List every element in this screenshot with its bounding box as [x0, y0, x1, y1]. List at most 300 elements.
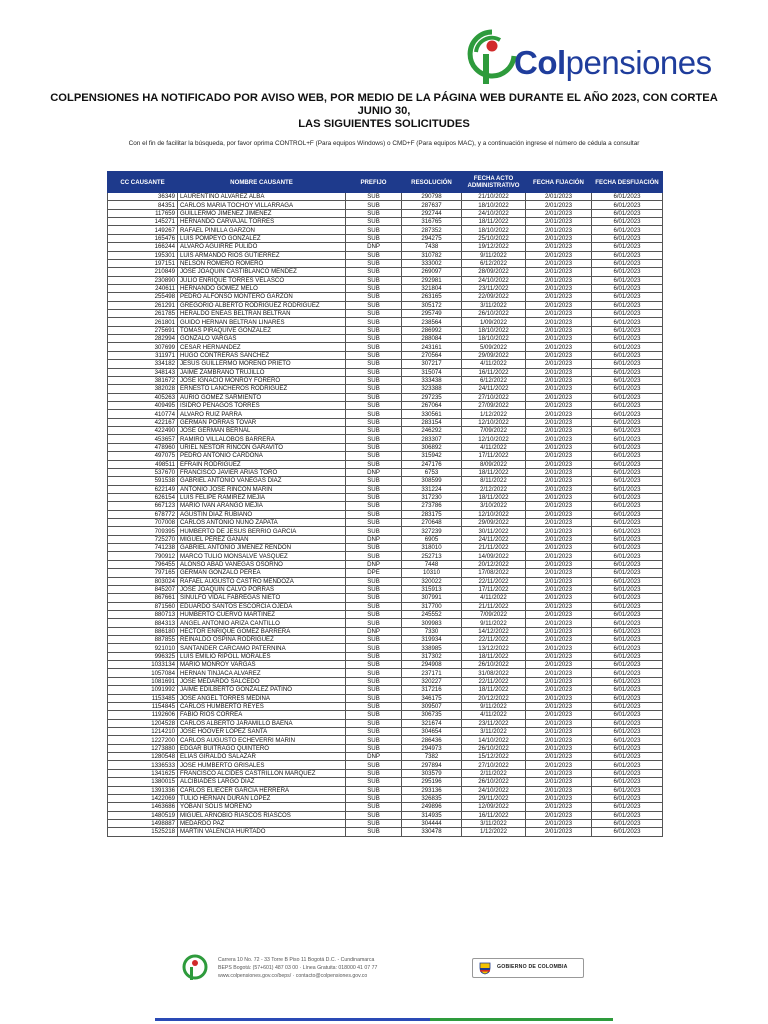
cell-fecha-desfijacion: 6/01/2023 — [592, 510, 663, 518]
cell-nombre-causante: JOSE HOOVER LOPEZ SANTA — [178, 728, 346, 736]
cell-fecha-fijacion: 2/01/2023 — [526, 769, 592, 777]
cell-prefijo: SUB — [346, 819, 402, 827]
table-row — [108, 452, 663, 460]
cell-resolucion: 283175 — [402, 510, 462, 518]
cell-fecha-acto: 23/11/2022 — [462, 284, 526, 292]
cell-fecha-desfijacion: 6/01/2023 — [592, 460, 663, 468]
cell-nombre-causante: CARLOS ALBERTO JARAMILLO BAENA — [178, 719, 346, 727]
cell-cc-causante: 453657 — [108, 435, 178, 443]
table-body — [108, 193, 663, 837]
table-row — [108, 602, 663, 610]
table-row — [108, 828, 663, 836]
cell-nombre-causante: AURIO GOMEZ SARMIENTO — [178, 393, 346, 401]
cell-nombre-causante: MIGUEL PEREZ GAÑAN — [178, 535, 346, 543]
notifications-table — [107, 171, 663, 837]
cell-fecha-desfijacion: 6/01/2023 — [592, 376, 663, 384]
cell-resolucion: 317230 — [402, 493, 462, 501]
cell-prefijo: DNP — [346, 468, 402, 476]
cell-cc-causante: 381672 — [108, 376, 178, 384]
footer-bar-blue — [155, 1018, 430, 1021]
cell-prefijo: SUB — [346, 376, 402, 384]
table-row — [108, 794, 663, 802]
cell-fecha-fijacion: 2/01/2023 — [526, 218, 592, 226]
cell-cc-causante: 867661 — [108, 594, 178, 602]
table-row — [108, 519, 663, 527]
table-row — [108, 560, 663, 568]
cell-fecha-acto: 9/11/2022 — [462, 619, 526, 627]
cell-prefijo: SUB — [346, 619, 402, 627]
cell-prefijo: DNP — [346, 560, 402, 568]
cell-cc-causante: 261801 — [108, 318, 178, 326]
cell-resolucion: 295196 — [402, 778, 462, 786]
table-row — [108, 694, 663, 702]
cell-nombre-causante: CARLOS HUMBERTO REYES — [178, 702, 346, 710]
cell-cc-causante: 36349 — [108, 193, 178, 201]
cell-cc-causante: 1336533 — [108, 761, 178, 769]
cell-fecha-desfijacion: 6/01/2023 — [592, 610, 663, 618]
colombia-coat-of-arms-icon — [478, 961, 492, 975]
cell-fecha-desfijacion: 6/01/2023 — [592, 385, 663, 393]
cell-fecha-acto: 13/12/2022 — [462, 644, 526, 652]
cell-resolucion: 333002 — [402, 259, 462, 267]
cell-fecha-desfijacion: 6/01/2023 — [592, 527, 663, 535]
cell-nombre-causante: ALCIBIADES LARGO DIAZ — [178, 778, 346, 786]
table-row — [108, 234, 663, 242]
cell-nombre-causante: MARTIN VALENCIA HURTADO — [178, 828, 346, 836]
cell-fecha-acto: 17/11/2022 — [462, 452, 526, 460]
cell-cc-causante: 1204528 — [108, 719, 178, 727]
cell-nombre-causante: GERMAN PORRAS TOVAR — [178, 418, 346, 426]
cell-fecha-fijacion: 2/01/2023 — [526, 519, 592, 527]
cell-fecha-acto: 4/11/2022 — [462, 594, 526, 602]
cell-prefijo: SUB — [346, 284, 402, 292]
cell-prefijo: SUB — [346, 401, 402, 409]
cell-fecha-fijacion: 2/01/2023 — [526, 209, 592, 217]
page-title — [40, 92, 728, 131]
cell-prefijo: SUB — [346, 769, 402, 777]
cell-fecha-fijacion: 2/01/2023 — [526, 794, 592, 802]
cell-resolucion: 293136 — [402, 786, 462, 794]
cell-fecha-acto: 12/10/2022 — [462, 418, 526, 426]
cell-fecha-fijacion: 2/01/2023 — [526, 527, 592, 535]
cell-resolucion: 321804 — [402, 284, 462, 292]
cell-fecha-fijacion: 2/01/2023 — [526, 585, 592, 593]
cell-cc-causante: 145271 — [108, 218, 178, 226]
cell-fecha-desfijacion: 6/01/2023 — [592, 251, 663, 259]
cell-fecha-desfijacion: 6/01/2023 — [592, 218, 663, 226]
cell-nombre-causante: MARCO TULIO MONSALVE VASQUEZ — [178, 552, 346, 560]
cell-fecha-acto: 14/10/2022 — [462, 736, 526, 744]
cell-prefijo: SUB — [346, 485, 402, 493]
cell-fecha-acto: 23/11/2022 — [462, 719, 526, 727]
cell-resolucion: 246292 — [402, 427, 462, 435]
cell-fecha-desfijacion: 6/01/2023 — [592, 661, 663, 669]
cell-nombre-causante: JAIME ZAMBRANO TRUJILLO — [178, 368, 346, 376]
cell-nombre-causante: GUIDO HERNAN BELTRAN LINARES — [178, 318, 346, 326]
cell-cc-causante: 707008 — [108, 519, 178, 527]
title-line-2: LAS SIGUIENTES SOLICITUDES — [298, 118, 470, 130]
cell-resolucion: 304444 — [402, 819, 462, 827]
header-nombre-causante: NOMBRE CAUSANTE — [178, 172, 346, 193]
cell-resolucion: 308599 — [402, 477, 462, 485]
table-row — [108, 761, 663, 769]
cell-nombre-causante: URIEL NESTOR RINCON GARAVITO — [178, 443, 346, 451]
cell-fecha-fijacion: 2/01/2023 — [526, 268, 592, 276]
cell-fecha-acto: 15/12/2022 — [462, 753, 526, 761]
cell-fecha-acto: 1/09/2022 — [462, 318, 526, 326]
cell-resolucion: 317700 — [402, 602, 462, 610]
cell-nombre-causante: ALVARO RUIZ PARRA — [178, 410, 346, 418]
cell-fecha-acto: 27/09/2022 — [462, 401, 526, 409]
cell-fecha-desfijacion: 6/01/2023 — [592, 636, 663, 644]
cell-cc-causante: 1480519 — [108, 811, 178, 819]
cell-fecha-desfijacion: 6/01/2023 — [592, 410, 663, 418]
cell-fecha-acto: 24/10/2022 — [462, 209, 526, 217]
table-row — [108, 728, 663, 736]
cell-cc-causante: 210849 — [108, 268, 178, 276]
cell-prefijo: SUB — [346, 510, 402, 518]
cell-fecha-acto: 19/12/2022 — [462, 243, 526, 251]
cell-resolucion: 283307 — [402, 435, 462, 443]
cell-fecha-fijacion: 2/01/2023 — [526, 418, 592, 426]
cell-cc-causante: 1081691 — [108, 677, 178, 685]
cell-prefijo: SUB — [346, 460, 402, 468]
cell-fecha-desfijacion: 6/01/2023 — [592, 259, 663, 267]
cell-cc-causante: 1033134 — [108, 661, 178, 669]
cell-prefijo: SUB — [346, 652, 402, 660]
cell-cc-causante: 1214210 — [108, 728, 178, 736]
cell-resolucion: 10310 — [402, 569, 462, 577]
table-row — [108, 778, 663, 786]
cell-prefijo: SUB — [346, 811, 402, 819]
cell-resolucion: 315942 — [402, 452, 462, 460]
cell-fecha-desfijacion: 6/01/2023 — [592, 677, 663, 685]
cell-fecha-acto: 6/12/2022 — [462, 259, 526, 267]
cell-resolucion: 297894 — [402, 761, 462, 769]
cell-resolucion: 297235 — [402, 393, 462, 401]
table-row — [108, 811, 663, 819]
cell-resolucion: 6905 — [402, 535, 462, 543]
cell-fecha-desfijacion: 6/01/2023 — [592, 803, 663, 811]
cell-prefijo: SUB — [346, 435, 402, 443]
cell-cc-causante: 667123 — [108, 502, 178, 510]
cell-resolucion: 306892 — [402, 443, 462, 451]
cell-cc-causante: 261785 — [108, 310, 178, 318]
cell-fecha-acto: 27/10/2022 — [462, 393, 526, 401]
cell-fecha-desfijacion: 6/01/2023 — [592, 477, 663, 485]
cell-nombre-causante: JOSE HUMBERTO GRISALES — [178, 761, 346, 769]
cell-prefijo: SUB — [346, 794, 402, 802]
cell-fecha-fijacion: 2/01/2023 — [526, 477, 592, 485]
cell-fecha-fijacion: 2/01/2023 — [526, 351, 592, 359]
cell-prefijo: SUB — [346, 552, 402, 560]
cell-prefijo: DPE — [346, 569, 402, 577]
cell-fecha-acto: 14/09/2022 — [462, 552, 526, 560]
cell-prefijo: SUB — [346, 728, 402, 736]
cell-fecha-fijacion: 2/01/2023 — [526, 610, 592, 618]
cell-resolucion: 321674 — [402, 719, 462, 727]
search-instructions: Con el fin de facilitar la búsqueda, por favor oprima CONTROL+F (Para equipos Windows) o CMD+F (Para equipos MAC), y a continuación ingrese el número de cédula a consultar — [128, 140, 640, 147]
cell-resolucion: 237171 — [402, 669, 462, 677]
cell-cc-causante: 422167 — [108, 418, 178, 426]
cell-cc-causante: 307699 — [108, 343, 178, 351]
cell-cc-causante: 1091992 — [108, 686, 178, 694]
table-row — [108, 284, 663, 292]
cell-fecha-desfijacion: 6/01/2023 — [592, 443, 663, 451]
cell-fecha-desfijacion: 6/01/2023 — [592, 368, 663, 376]
cell-cc-causante: 478960 — [108, 443, 178, 451]
cell-resolucion: 292981 — [402, 276, 462, 284]
cell-fecha-fijacion: 2/01/2023 — [526, 594, 592, 602]
cell-resolucion: 288084 — [402, 335, 462, 343]
cell-nombre-causante: GONZALO VARGAS — [178, 335, 346, 343]
cell-fecha-acto: 16/11/2022 — [462, 811, 526, 819]
cell-prefijo: SUB — [346, 251, 402, 259]
cell-nombre-causante: TULIO HERNAN DURAN LOPEZ — [178, 794, 346, 802]
cell-cc-causante: 790912 — [108, 552, 178, 560]
cell-cc-causante: 996325 — [108, 652, 178, 660]
cell-cc-causante: 797165 — [108, 569, 178, 577]
cell-fecha-desfijacion: 6/01/2023 — [592, 301, 663, 309]
cell-prefijo: SUB — [346, 644, 402, 652]
cell-fecha-acto: 30/11/2022 — [462, 527, 526, 535]
cell-nombre-causante: JOSE MEDARDO SALCEDO — [178, 677, 346, 685]
cell-fecha-acto: 29/11/2022 — [462, 794, 526, 802]
table-row — [108, 376, 663, 384]
cell-resolucion: 245552 — [402, 610, 462, 618]
table-row — [108, 769, 663, 777]
cell-cc-causante: 195301 — [108, 251, 178, 259]
cell-fecha-desfijacion: 6/01/2023 — [592, 627, 663, 635]
cell-fecha-desfijacion: 6/01/2023 — [592, 234, 663, 242]
cell-prefijo: SUB — [346, 310, 402, 318]
cell-fecha-desfijacion: 6/01/2023 — [592, 828, 663, 836]
cell-fecha-fijacion: 2/01/2023 — [526, 435, 592, 443]
cell-nombre-causante: JOSE JOAQUIN CALVO PORRAS — [178, 585, 346, 593]
footer-address: Carrera 10 No. 72 - 33 Torre B Piso 11 Bogotá D.C. - Cundinamarca — [218, 957, 375, 963]
table-row — [108, 326, 663, 334]
cell-fecha-fijacion: 2/01/2023 — [526, 193, 592, 201]
cell-fecha-desfijacion: 6/01/2023 — [592, 418, 663, 426]
cell-resolucion: 314935 — [402, 811, 462, 819]
table-row — [108, 427, 663, 435]
cell-resolucion: 331224 — [402, 485, 462, 493]
cell-fecha-acto: 22/11/2022 — [462, 636, 526, 644]
cell-fecha-acto: 6/12/2022 — [462, 376, 526, 384]
table-row — [108, 577, 663, 585]
cell-fecha-acto: 3/10/2022 — [462, 502, 526, 510]
cell-fecha-acto: 18/11/2022 — [462, 686, 526, 694]
cell-nombre-causante: JOSE IGNACIO MONROY FORERO — [178, 376, 346, 384]
cell-prefijo: DNP — [346, 243, 402, 251]
cell-fecha-acto: 18/10/2022 — [462, 335, 526, 343]
table-row — [108, 644, 663, 652]
cell-cc-causante: 1422069 — [108, 794, 178, 802]
table-row — [108, 686, 663, 694]
cell-resolucion: 238564 — [402, 318, 462, 326]
cell-fecha-acto: 4/11/2022 — [462, 360, 526, 368]
cell-resolucion: 319934 — [402, 636, 462, 644]
cell-fecha-fijacion: 2/01/2023 — [526, 661, 592, 669]
cell-fecha-acto: 21/11/2022 — [462, 544, 526, 552]
cell-fecha-fijacion: 2/01/2023 — [526, 443, 592, 451]
cell-fecha-desfijacion: 6/01/2023 — [592, 360, 663, 368]
cell-fecha-desfijacion: 6/01/2023 — [592, 193, 663, 201]
cell-prefijo: SUB — [346, 828, 402, 836]
cell-fecha-fijacion: 2/01/2023 — [526, 577, 592, 585]
cell-cc-causante: 230890 — [108, 276, 178, 284]
cell-fecha-acto: 14/12/2022 — [462, 627, 526, 635]
table-row — [108, 301, 663, 309]
cell-cc-causante: 1273880 — [108, 744, 178, 752]
table-row — [108, 201, 663, 209]
cell-fecha-acto: 12/10/2022 — [462, 510, 526, 518]
table-row — [108, 485, 663, 493]
table-row — [108, 493, 663, 501]
cell-cc-causante: 275691 — [108, 326, 178, 334]
cell-cc-causante: 1380015 — [108, 778, 178, 786]
cell-fecha-fijacion: 2/01/2023 — [526, 736, 592, 744]
cell-resolucion: 333438 — [402, 376, 462, 384]
cell-resolucion: 270648 — [402, 519, 462, 527]
cell-fecha-desfijacion: 6/01/2023 — [592, 769, 663, 777]
cell-prefijo: SUB — [346, 276, 402, 284]
cell-nombre-causante: HUMBERTO CUERVO MARTINEZ — [178, 610, 346, 618]
cell-prefijo: SUB — [346, 318, 402, 326]
cell-resolucion: 346175 — [402, 694, 462, 702]
cell-prefijo: SUB — [346, 519, 402, 527]
cell-nombre-causante: ERNESTO LANCHEROS RODRIGUEZ — [178, 385, 346, 393]
cell-nombre-causante: RAFAEL PINILLA GARZON — [178, 226, 346, 234]
cell-fecha-fijacion: 2/01/2023 — [526, 761, 592, 769]
cell-resolucion: 7382 — [402, 753, 462, 761]
cell-fecha-fijacion: 2/01/2023 — [526, 602, 592, 610]
cell-prefijo: SUB — [346, 493, 402, 501]
cell-resolucion: 294973 — [402, 744, 462, 752]
cell-fecha-desfijacion: 6/01/2023 — [592, 711, 663, 719]
cell-prefijo: SUB — [346, 778, 402, 786]
table-row — [108, 351, 663, 359]
cell-fecha-fijacion: 2/01/2023 — [526, 535, 592, 543]
cell-nombre-causante: JOSE GERMAN BERNAL — [178, 427, 346, 435]
cell-resolucion: 330478 — [402, 828, 462, 836]
cell-resolucion: 310782 — [402, 251, 462, 259]
cell-resolucion: 247176 — [402, 460, 462, 468]
cell-fecha-desfijacion: 6/01/2023 — [592, 452, 663, 460]
cell-cc-causante: 678772 — [108, 510, 178, 518]
cell-nombre-causante: EFRAIN RODRIGUEZ — [178, 460, 346, 468]
cell-fecha-desfijacion: 6/01/2023 — [592, 226, 663, 234]
cell-cc-causante: 537670 — [108, 468, 178, 476]
table-row — [108, 619, 663, 627]
table-row — [108, 594, 663, 602]
cell-nombre-causante: CARLOS ELIECER GARCIA HERRERA — [178, 786, 346, 794]
cell-nombre-causante: RAFAEL AUGUSTO CASTRO MENDOZA — [178, 577, 346, 585]
cell-nombre-causante: SINULFO VIDAL FABREGAS NIETO — [178, 594, 346, 602]
cell-fecha-desfijacion: 6/01/2023 — [592, 744, 663, 752]
cell-prefijo: SUB — [346, 351, 402, 359]
table-row — [108, 744, 663, 752]
cell-cc-causante: 1341625 — [108, 769, 178, 777]
table-row — [108, 343, 663, 351]
table-row — [108, 669, 663, 677]
footer-color-bar — [155, 1018, 613, 1021]
cell-cc-causante: 1192606 — [108, 711, 178, 719]
cell-prefijo: SUB — [346, 268, 402, 276]
cell-fecha-desfijacion: 6/01/2023 — [592, 702, 663, 710]
cell-fecha-desfijacion: 6/01/2023 — [592, 552, 663, 560]
cell-prefijo: SUB — [346, 343, 402, 351]
cell-nombre-causante: PEDRO ALFONSO MONTERO GARZON — [178, 293, 346, 301]
table-row — [108, 360, 663, 368]
cell-nombre-causante: EDGAR BUITRAGO QUINTERO — [178, 744, 346, 752]
cell-resolucion: 323388 — [402, 385, 462, 393]
logo-wordmark-part1: Col — [514, 44, 566, 81]
cell-fecha-fijacion: 2/01/2023 — [526, 343, 592, 351]
cell-nombre-causante: AGUSTIN DIAZ RUBIANO — [178, 510, 346, 518]
cell-resolucion: 320227 — [402, 677, 462, 685]
cell-prefijo: SUB — [346, 443, 402, 451]
cell-resolucion: 267064 — [402, 401, 462, 409]
cell-cc-causante: 334182 — [108, 360, 178, 368]
cell-fecha-fijacion: 2/01/2023 — [526, 410, 592, 418]
footer-contact — [218, 956, 428, 980]
cell-cc-causante: 165476 — [108, 234, 178, 242]
cell-nombre-causante: MEDARDO PAZ — [178, 819, 346, 827]
cell-nombre-causante: HERNANDO GOMEZ MELO — [178, 284, 346, 292]
cell-fecha-acto: 26/10/2022 — [462, 778, 526, 786]
cell-prefijo: SUB — [346, 368, 402, 376]
cell-nombre-causante: JULIO ENRIQUE TORRES VELASCO — [178, 276, 346, 284]
cell-prefijo: SUB — [346, 502, 402, 510]
logo-wordmark — [514, 44, 712, 82]
cell-fecha-fijacion: 2/01/2023 — [526, 510, 592, 518]
cell-fecha-fijacion: 2/01/2023 — [526, 284, 592, 292]
cell-cc-causante: 117659 — [108, 209, 178, 217]
cell-fecha-acto: 17/08/2022 — [462, 569, 526, 577]
cell-cc-causante: 803024 — [108, 577, 178, 585]
cell-fecha-desfijacion: 6/01/2023 — [592, 619, 663, 627]
cell-cc-causante: 1525218 — [108, 828, 178, 836]
cell-fecha-fijacion: 2/01/2023 — [526, 744, 592, 752]
table-row — [108, 209, 663, 217]
cell-cc-causante: 1227200 — [108, 736, 178, 744]
cell-fecha-acto: 29/09/2022 — [462, 351, 526, 359]
cell-fecha-desfijacion: 6/01/2023 — [592, 502, 663, 510]
cell-fecha-fijacion: 2/01/2023 — [526, 326, 592, 334]
table-row — [108, 652, 663, 660]
cell-resolucion: 269097 — [402, 268, 462, 276]
cell-cc-causante: 1280548 — [108, 753, 178, 761]
cell-cc-causante: 709395 — [108, 527, 178, 535]
cell-fecha-desfijacion: 6/01/2023 — [592, 778, 663, 786]
cell-fecha-desfijacion: 6/01/2023 — [592, 569, 663, 577]
cell-fecha-acto: 20/12/2022 — [462, 560, 526, 568]
cell-prefijo: SUB — [346, 577, 402, 585]
cell-fecha-desfijacion: 6/01/2023 — [592, 669, 663, 677]
cell-cc-causante: 622149 — [108, 485, 178, 493]
cell-fecha-fijacion: 2/01/2023 — [526, 493, 592, 501]
cell-nombre-causante: JESUS GUILLERMO MORENO PRIETO — [178, 360, 346, 368]
cell-fecha-desfijacion: 6/01/2023 — [592, 343, 663, 351]
cell-fecha-acto: 18/10/2022 — [462, 226, 526, 234]
gobierno-de-colombia-badge — [472, 958, 584, 978]
cell-fecha-acto: 12/09/2022 — [462, 803, 526, 811]
cell-resolucion: 309983 — [402, 619, 462, 627]
cell-prefijo: SUB — [346, 669, 402, 677]
cell-fecha-acto: 25/10/2022 — [462, 234, 526, 242]
cell-nombre-causante: ALONSO ABAD VANEGAS OSORNO — [178, 560, 346, 568]
